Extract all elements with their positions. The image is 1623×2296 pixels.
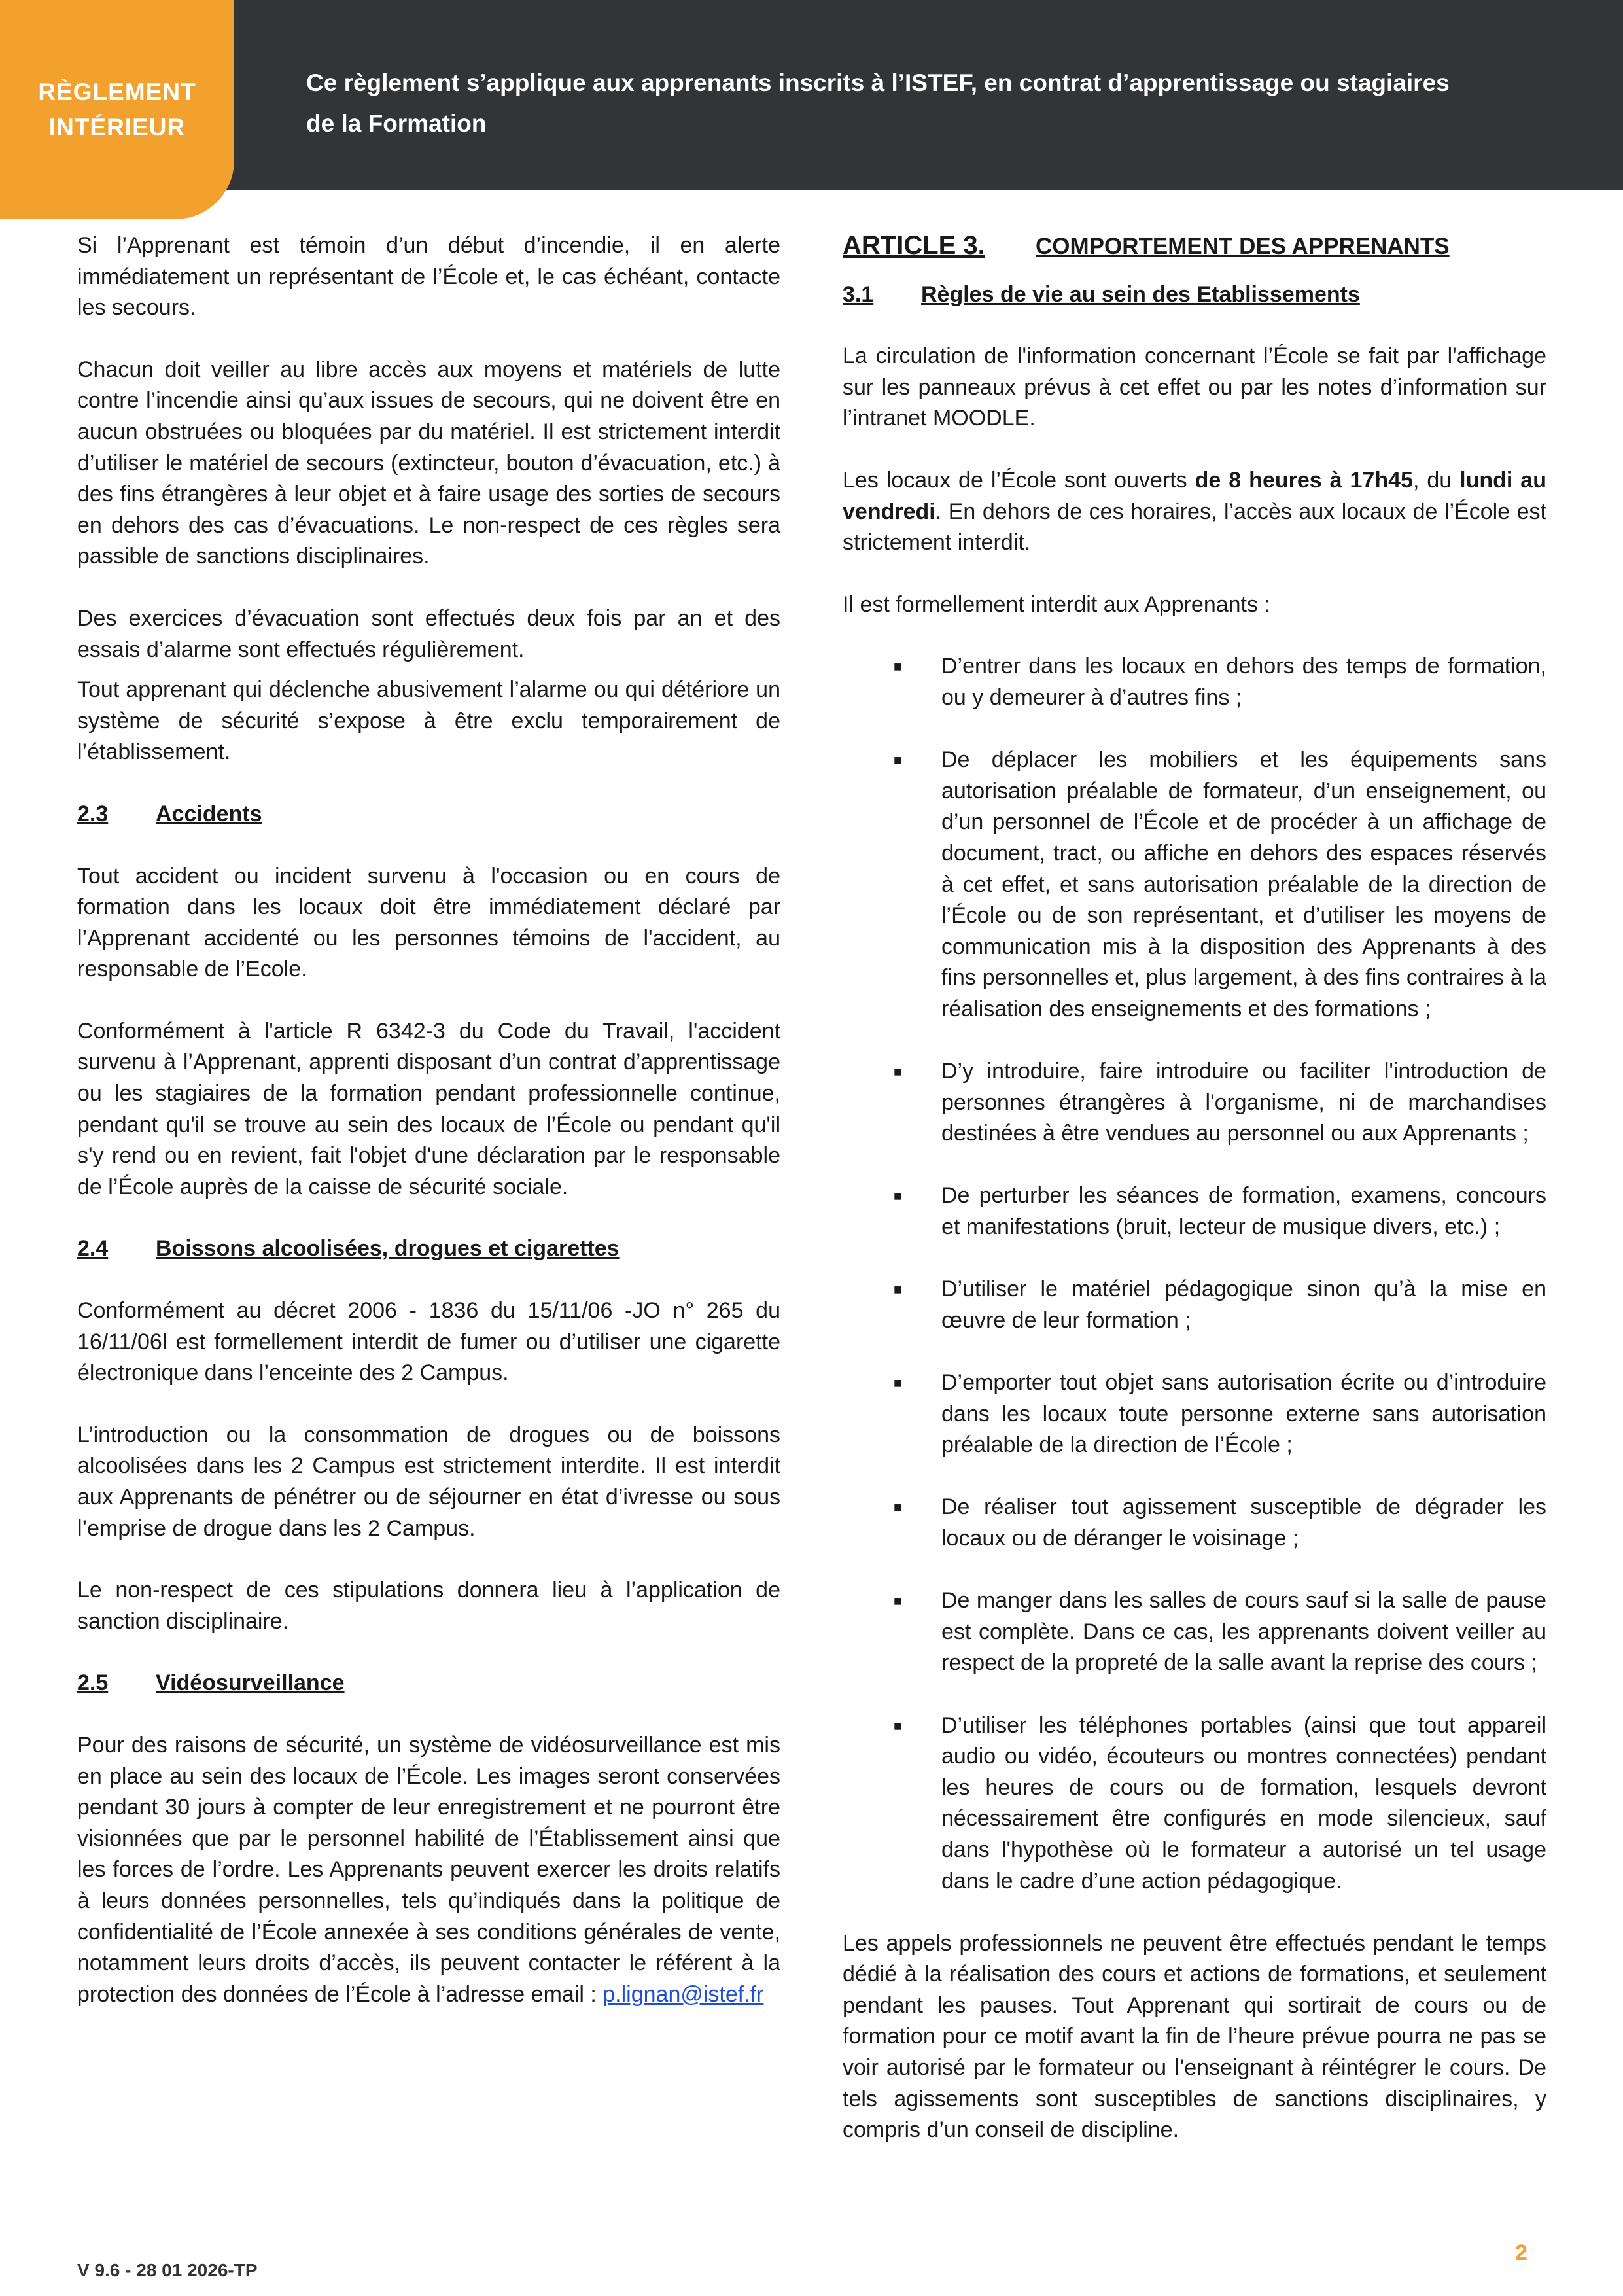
article-title: COMPORTEMENT DES APPRENANTS [1036,234,1450,259]
page-number: 2 [1515,2240,1527,2265]
bullet-icon: ■ [894,1593,903,1610]
bullet-icon: ■ [894,1063,903,1080]
email-link[interactable]: p.lignan@istef.fr [602,1981,764,2007]
paragraph: Il est formellement interdit aux Apprenants : [843,592,1270,617]
bullet-icon: ■ [894,752,903,769]
text-run: Les locaux de l’École sont ouverts [843,467,1195,493]
opening-hours: de 8 heures à 17h45 [1195,467,1413,493]
list-item-text: De réaliser tout agissement susceptible de dégrader les locaux ou de déranger le voisinage ; [941,1494,1546,1551]
list-item [843,745,1546,1025]
text-run: . En dehors de ces horaires, l’accès aux locaux de l’École est strictement interdit. [843,499,1546,556]
list-item [843,1274,1546,1336]
header-bar [0,0,1623,190]
list-item [843,651,1546,713]
list-item-text: De perturber les séances de formation, examens, concours et manifestations (bruit, lecteur de musique divers, etc.) ; [941,1183,1546,1240]
subtitle-line-2: de la Formation [306,110,487,137]
section-heading-3-1 [843,279,1546,311]
bullet-icon: ■ [894,1717,903,1734]
bullet-icon: ■ [894,1499,903,1516]
paragraph: Conformément à l'article R 6342-3 du Code du Travail, l'accident survenu à l’Apprenant, apprenti disposant d’un contrat d’apprentissage ou les stagiaires de la formation pendant professionnelle continue, pendant qu'il se trouve au sein des locaux de l’École ou pendant qu'il s'y rend ou en revient, fait l'objet d'une déclaration par le responsable de l’École auprès de la caisse de sécurité sociale. [77,1018,780,1199]
prohibition-list [843,651,1546,1897]
paragraph: Si l’Apprenant est témoin d’un début d’incendie, il en alerte immédiatement un représentant de l’École et, le cas échéant, contacte les secours. [77,233,780,321]
tab-line-2: INTÉRIEUR [48,113,186,141]
list-item-text: D’y introduire, faire introduire ou faciliter l'introduction de personnes étrangères à l'organisme, ni de marchandises destinées à être vendues au personnel ou aux Apprenants ; [941,1059,1546,1146]
bullet-icon: ■ [894,1281,903,1298]
section-title: Boissons alcoolisées, drogues et cigarettes [156,1236,620,1262]
paragraph: La circulation de l'information concernant l’École se fait par l'affichage sur les panneaux prévus à cet effet ou par les notes d’information sur l’intranet MOODLE. [843,344,1546,431]
list-item [843,1585,1546,1679]
paragraph: Tout accident ou incident survenu à l'occasion ou en cours de formation dans les locaux doit être immédiatement déclaré par l’Apprenant accidenté ou les personnes témoins de l'accident, au responsable de l’Ecole. [77,863,780,982]
document-type-tab [0,0,234,219]
paragraph: Les appels professionnels ne peuvent être effectués pendant le temps dédié à la réalisation des cours et actions de formations, et seulement pendant les pauses. Tout Apprenant qui sortirait de cours ou de formation pour ce motif avant la fin de l’heure prévue pourra ne pas se voir autorisé par le formateur ou l’enseignant à réintégrer le cours. De tels agissements sont susceptibles de sanctions disciplinaires, y compris d’un conseil de discipline. [843,1930,1546,2143]
header-subtitle [306,63,1549,144]
list-item-text: De déplacer les mobiliers et les équipements sans autorisation préalable de formateur, d’un enseignement, ou d’un personnel de l’École et de procéder à un affichage de document, tract, ou affiche en dehors des espaces réservés à cet effet, et sans autorisation préalable de la direction de l’École ou de son représentant, et d’utiliser les moyens de communication mis à la disposition des Apprenants à des fins personnelles et, plus largement, à des fins contraires à la réalisation des enseignements et des formations ; [941,747,1546,1021]
paragraph [77,1730,780,2010]
text-run: , du [1412,467,1460,493]
tab-line-1: RÈGLEMENT [38,78,196,105]
section-title: Accidents [156,801,262,826]
subtitle-line-1: Ce règlement s’applique aux apprenants inscrits à l’ISTEF, en contrat d’apprentissage ou stagiaires [306,69,1450,96]
left-column [77,230,780,2010]
bullet-icon: ■ [894,1188,903,1205]
paragraph [843,465,1546,559]
section-heading-2-4 [77,1233,780,1265]
section-number: 2.5 [77,1670,109,1696]
list-item-text: D’utiliser les téléphones portables (ainsi que tout appareil audio ou vidéo, écouteurs ou montres connectées) pendant les heures de cours ou de formation, lesquels devront nécessairement être configurés en mode silencieux, sauf dans l'hypothèse où le formateur a autorisé un tel usage dans le cadre d’une action pédagogique. [941,1712,1546,1894]
list-item [843,1492,1546,1554]
paragraph: Conformément au décret 2006 - 1836 du 15/11/06 -JO n° 265 du 16/11/06l est formellement interdit de fumer ou d’utiliser une cigarette électronique dans l’enceinte des 2 Campus. [77,1298,780,1386]
section-number: 2.4 [77,1236,109,1262]
paragraph: Tout apprenant qui déclenche abusivement l’alarme ou qui détériore un système de sécurité s’expose à être exclu temporairement de l’établissement. [77,677,780,765]
list-item [843,1180,1546,1243]
list-item-text: D’entrer dans les locaux en dehors des temps de formation, ou y demeurer à d’autres fins ; [941,654,1546,710]
section-heading-2-3 [77,799,780,830]
paragraph: Des exercices d’évacuation sont effectués deux fois par an et des essais d’alarme sont effectués régulièrement. [77,605,780,662]
paragraph-text: Pour des raisons de sécurité, un système de vidéosurveillance est mis en place au sein des locaux de l’École. Les images seront conservées pendant 30 jours à compter de leur enregistrement et ne pourront être visionnées que par le personnel habilité de l’Établissement ainsi que les forces de l’ordre. Les Apprenants peuvent exercer les droits relatifs à leurs données personnelles, tels qu’indiqués dans la politique de confidentialité de l’École annexée à ses conditions générales de vente, notamment leurs droits d’accès, ils peuvent contacter le référent à la protection des données de l’École à l’adresse email : [77,1732,780,2007]
article-heading [843,230,1546,262]
list-item [843,1368,1546,1461]
section-number: 2.3 [77,801,109,826]
document-version: V 9.6 - 28 01 2026-TP [77,2260,258,2280]
list-item-text: D’utiliser le matériel pédagogique sinon qu’à la mise en œuvre de leur formation ; [941,1277,1546,1333]
paragraph: Le non-respect de ces stipulations donnera lieu à l’application de sanction disciplinaire. [77,1578,780,1634]
list-item-text: De manger dans les salles de cours sauf si la salle de pause est complète. Dans ce cas, les apprenants doivent veiller au respect de la propreté de la salle avant la reprise des cours ; [941,1588,1546,1676]
list-item-text: D’emporter tout objet sans autorisation écrite ou d’introduire dans les locaux toute personne externe sans autorisation préalable de la direction de l’École ; [941,1370,1546,1458]
opening-days: lundi au vendredi [843,467,1546,524]
section-heading-2-5 [77,1668,780,1699]
article-number: ARTICLE 3. [843,231,985,260]
paragraph: L’introduction ou la consommation de drogues ou de boissons alcoolisées dans les 2 Campus est strictement interdite. Il est interdit aux Apprenants de pénétrer ou de séjourner en état d’ivresse ou sous l’emprise de drogue dans les 2 Campus. [77,1422,780,1541]
list-item [843,1056,1546,1150]
section-title: Vidéosurveillance [156,1670,345,1696]
section-title: Règles de vie au sein des Etablissements [921,281,1360,307]
bullet-icon: ■ [894,1375,903,1391]
right-column [843,230,1546,2146]
section-number: 3.1 [843,281,874,307]
list-item [843,1710,1546,1898]
bullet-icon: ■ [894,658,903,675]
paragraph: Chacun doit veiller au libre accès aux moyens et matériels de lutte contre l’incendie ainsi qu’aux issues de secours, qui ne doivent être en aucun obstruées ou bloquées par du matériel. Il est strictement interdit d’utiliser le matériel de secours (extincteur, bouton d’évacuation, etc.) à des fins étrangères à leur objet et à faire usage des sorties de secours en dehors des cas d’évacuations. Le non-respect de ces règles sera passible de sanctions disciplinaires. [77,357,780,569]
